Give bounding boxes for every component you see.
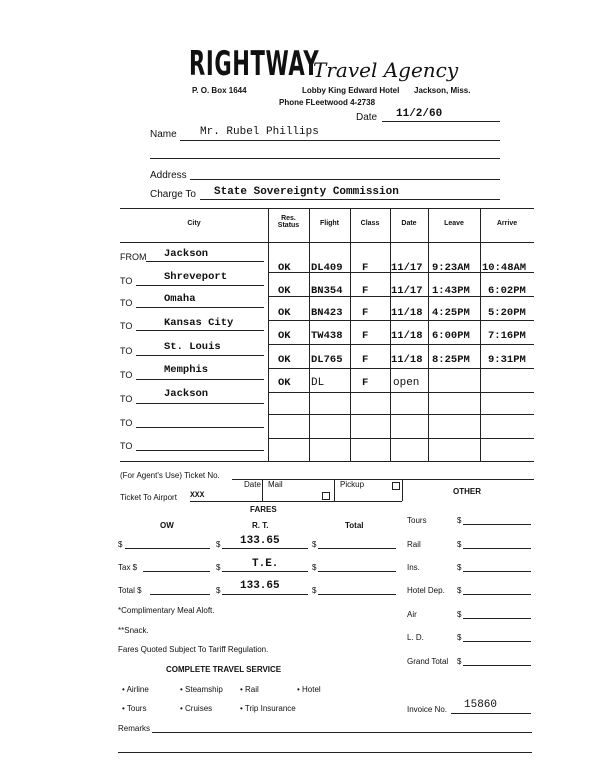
date-label: Date	[356, 112, 378, 123]
fares-rt: R. T.	[252, 521, 269, 530]
other-dollar: $	[457, 633, 462, 642]
total-total-dollar: $	[312, 586, 317, 595]
other-item: Rail	[407, 540, 421, 549]
row-flight: BN423	[311, 307, 343, 319]
row-date: 11/18	[391, 354, 423, 366]
fares-title: FARES	[250, 505, 277, 514]
pickup-label: Pickup	[340, 480, 365, 489]
invoice-value: 15860	[464, 699, 498, 711]
row-arrive: 9:31PM	[488, 354, 526, 366]
airport-struck: XXX	[190, 491, 205, 500]
service-item: • Hotel	[297, 685, 321, 694]
pickup-checkbox[interactable]	[392, 482, 400, 490]
mail-label: Mail	[268, 480, 283, 489]
row-class: F	[362, 354, 369, 366]
other-dollar: $	[457, 540, 462, 549]
city-state: Jackson, Miss.	[414, 86, 471, 95]
row-status: OK	[278, 330, 291, 342]
ow-dollar: $	[118, 540, 123, 549]
col-arrive: Arrive	[496, 220, 518, 227]
row-leave: 1:43PM	[432, 285, 470, 297]
row-date: 11/17	[391, 285, 423, 297]
row-city: Omaha	[164, 293, 196, 305]
row-prefix: TO	[120, 298, 133, 308]
fares-ow: OW	[160, 521, 174, 530]
row-prefix: TO	[120, 321, 133, 331]
row-city: Jackson	[164, 388, 209, 400]
tax-total-dollar: $	[312, 563, 317, 572]
row-city: Memphis	[164, 364, 209, 376]
row-date: 11/17	[391, 262, 423, 274]
row-arrive: 5:20PM	[488, 307, 526, 319]
fares-total-col: Total	[345, 521, 364, 530]
row-leave: 9:23AM	[432, 262, 470, 274]
other-title: OTHER	[453, 487, 481, 496]
other-item: Air	[407, 610, 417, 619]
service-item: • Steamship	[180, 685, 223, 694]
row-prefix: FROM	[120, 252, 147, 262]
address-label: Address	[150, 170, 187, 181]
row-flight: DL	[311, 377, 325, 389]
agency-tagline: Travel Agency	[313, 58, 459, 82]
ticket-to-airport-label: Ticket To Airport	[120, 493, 177, 502]
row-leave: 4:25PM	[432, 307, 470, 319]
date-value: 11/2/60	[396, 108, 443, 120]
note-tariff: Fares Quoted Subject To Tariff Regulation.	[118, 645, 269, 654]
tax-rt-dollar: $	[216, 563, 221, 572]
service-item: • Cruises	[180, 704, 212, 713]
name-label: Name	[150, 129, 177, 140]
service-item: • Tours	[122, 704, 146, 713]
row-class: F	[362, 330, 369, 342]
col-leave: Leave	[444, 220, 464, 227]
remarks-label: Remarks	[118, 724, 151, 733]
ticket-no-label: (For Agent's Use) Ticket No.	[120, 471, 220, 480]
phone: Phone FLeetwood 4-2738	[279, 98, 376, 107]
row-class: F	[362, 377, 369, 389]
total-col-dollar: $	[312, 540, 317, 549]
tax-value: T.E.	[252, 558, 279, 570]
service-item: • Trip Insurance	[240, 704, 296, 713]
other-item: L. D.	[407, 633, 424, 642]
charge-label: Charge To	[150, 189, 196, 200]
row-status: OK	[278, 354, 291, 366]
other-dollar: $	[457, 563, 462, 572]
grand-total-dollar: $	[457, 657, 462, 666]
row-flight: DL765	[311, 354, 343, 366]
row-city: St. Louis	[164, 341, 221, 353]
col-city: City	[187, 220, 201, 227]
tax-label: Tax $	[118, 563, 138, 572]
row-status: OK	[278, 307, 291, 319]
rt-fare-value: 133.65	[240, 535, 280, 547]
row-city: Shreveport	[164, 271, 228, 283]
row-prefix: TO	[120, 394, 133, 404]
rt-dollar: $	[216, 540, 221, 549]
total-label: Total $	[118, 586, 142, 595]
row-arrive: 6:02PM	[488, 285, 526, 297]
row-flight: BN354	[311, 285, 343, 297]
row-leave: 8:25PM	[432, 354, 470, 366]
row-status: OK	[278, 377, 291, 389]
lobby-address: Lobby King Edward Hotel	[302, 86, 400, 95]
row-prefix: TO	[120, 441, 133, 451]
row-status: OK	[278, 285, 291, 297]
agency-brand: RIGHTWAY	[189, 44, 320, 84]
note-snack: **Snack.	[118, 626, 149, 635]
other-item: Tours	[407, 516, 427, 525]
col-status: Res. Status	[277, 215, 300, 229]
row-flight: TW438	[311, 330, 343, 342]
row-date: 11/18	[391, 307, 423, 319]
service-item: • Airline	[122, 685, 149, 694]
row-prefix: TO	[120, 276, 133, 286]
mail-checkbox[interactable]	[322, 492, 330, 500]
grand-total-label: Grand Total	[407, 657, 449, 666]
po-box: P. O. Box 1644	[192, 86, 247, 95]
row-status: OK	[278, 262, 291, 274]
other-dollar: $	[457, 586, 462, 595]
name-value: Mr. Rubel Phillips	[200, 126, 319, 138]
col-flight: Flight	[319, 220, 340, 227]
charge-value: State Sovereignty Commission	[214, 186, 399, 198]
other-item: Hotel Dep.	[407, 586, 445, 595]
row-arrive: 10:48AM	[482, 262, 527, 274]
invoice-label: Invoice No.	[407, 705, 448, 714]
services-title: COMPLETE TRAVEL SERVICE	[166, 665, 282, 674]
row-city: Kansas City	[164, 317, 234, 329]
row-class: F	[362, 262, 369, 274]
other-dollar: $	[457, 610, 462, 619]
col-class: Class	[360, 220, 380, 227]
row-leave: 6:00PM	[432, 330, 470, 342]
row-prefix: TO	[120, 346, 133, 356]
row-prefix: TO	[120, 418, 133, 428]
total-rt-dollar: $	[216, 586, 221, 595]
row-arrive: 7:16PM	[488, 330, 526, 342]
service-item: • Rail	[240, 685, 259, 694]
row-date: 11/18	[391, 330, 423, 342]
row-flight: DL409	[311, 262, 343, 274]
other-dollar: $	[457, 516, 462, 525]
row-class: F	[362, 285, 369, 297]
row-class: F	[362, 307, 369, 319]
total-value: 133.65	[240, 580, 280, 592]
row-date: open	[393, 377, 420, 389]
agent-date-label: Date	[244, 480, 261, 489]
row-city: Jackson	[164, 248, 209, 260]
row-prefix: TO	[120, 370, 133, 380]
col-date: Date	[401, 220, 417, 227]
note-meal: *Complimentary Meal Aloft.	[118, 606, 215, 615]
other-item: Ins.	[407, 563, 420, 572]
